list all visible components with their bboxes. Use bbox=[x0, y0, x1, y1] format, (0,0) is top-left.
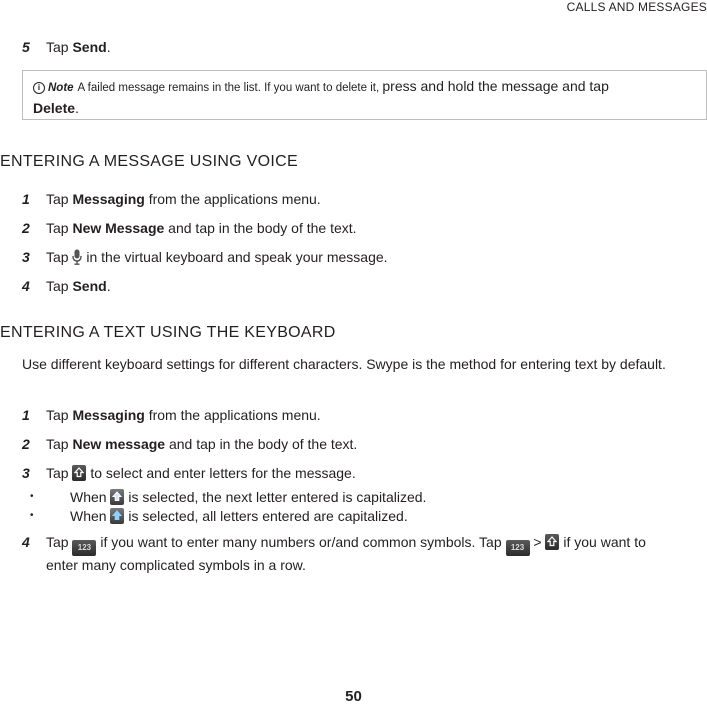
note-small-text: A failed message remains in the list. If you want to delete it, bbox=[77, 82, 383, 94]
step-number: 4 bbox=[22, 278, 30, 294]
step-number: 5 bbox=[22, 39, 30, 55]
section-title-keyboard: ENTERING A TEXT USING THE KEYBOARD bbox=[0, 324, 336, 341]
step-text: Tap New Message and tap in the body of the text. bbox=[46, 220, 357, 236]
page-number: 50 bbox=[345, 688, 362, 705]
step-number: 1 bbox=[22, 191, 30, 207]
step-text: Tap Messaging from the applications menu. bbox=[46, 191, 321, 207]
shift-key-icon bbox=[72, 465, 86, 481]
info-icon: i bbox=[33, 82, 45, 94]
step-number: 2 bbox=[22, 436, 30, 452]
bullet-text: When is selected, all letters entered are capitalized. bbox=[70, 508, 408, 524]
step-text: Tap 123 if you want to enter many numbers or/and common symbols. Tap 123 > if you want to bbox=[46, 532, 646, 556]
step-number: 2 bbox=[22, 220, 30, 236]
microphone-icon bbox=[72, 249, 82, 270]
intro-paragraph: Use different keyboard settings for different characters. Swype is the method for entering text by default. bbox=[22, 356, 666, 372]
step-text: Tap Send. bbox=[46, 278, 111, 294]
note-large-text: press and hold the message and tap bbox=[382, 78, 609, 94]
note-label: Note bbox=[48, 82, 74, 94]
running-header: CALLS AND MESSAGES bbox=[566, 0, 707, 14]
bullet-dot: • bbox=[30, 510, 34, 521]
shift-key-icon bbox=[545, 534, 559, 550]
step-text: enter many complicated symbols in a row. bbox=[46, 557, 306, 573]
note-box: i Note A failed message remains in the list. If you want to delete it, press and hold the message and tap Delete. bbox=[22, 70, 707, 120]
step-number: 3 bbox=[22, 249, 30, 265]
step-number: 1 bbox=[22, 407, 30, 423]
caps-lock-key-icon bbox=[110, 508, 124, 524]
step-text: Tap Send. bbox=[46, 39, 111, 55]
shift-key-icon bbox=[110, 489, 124, 505]
step-text: Tap to select and enter letters for the message. bbox=[46, 465, 356, 481]
step-text: Tap Messaging from the applications menu. bbox=[46, 407, 321, 423]
bullet-text: When is selected, the next letter entered is capitalized. bbox=[70, 489, 427, 505]
step-number: 3 bbox=[22, 465, 30, 481]
step-text: Tap New message and tap in the body of the text. bbox=[46, 436, 358, 452]
number-key-icon: 123 bbox=[506, 540, 530, 556]
step-number: 4 bbox=[22, 534, 30, 550]
section-title-voice: ENTERING A MESSAGE USING VOICE bbox=[0, 153, 298, 170]
bullet-dot: • bbox=[30, 491, 34, 502]
step-text: Tap in the virtual keyboard and speak your message. bbox=[46, 247, 388, 270]
note-bold: Delete bbox=[33, 100, 76, 116]
number-key-icon: 123 bbox=[72, 540, 96, 556]
